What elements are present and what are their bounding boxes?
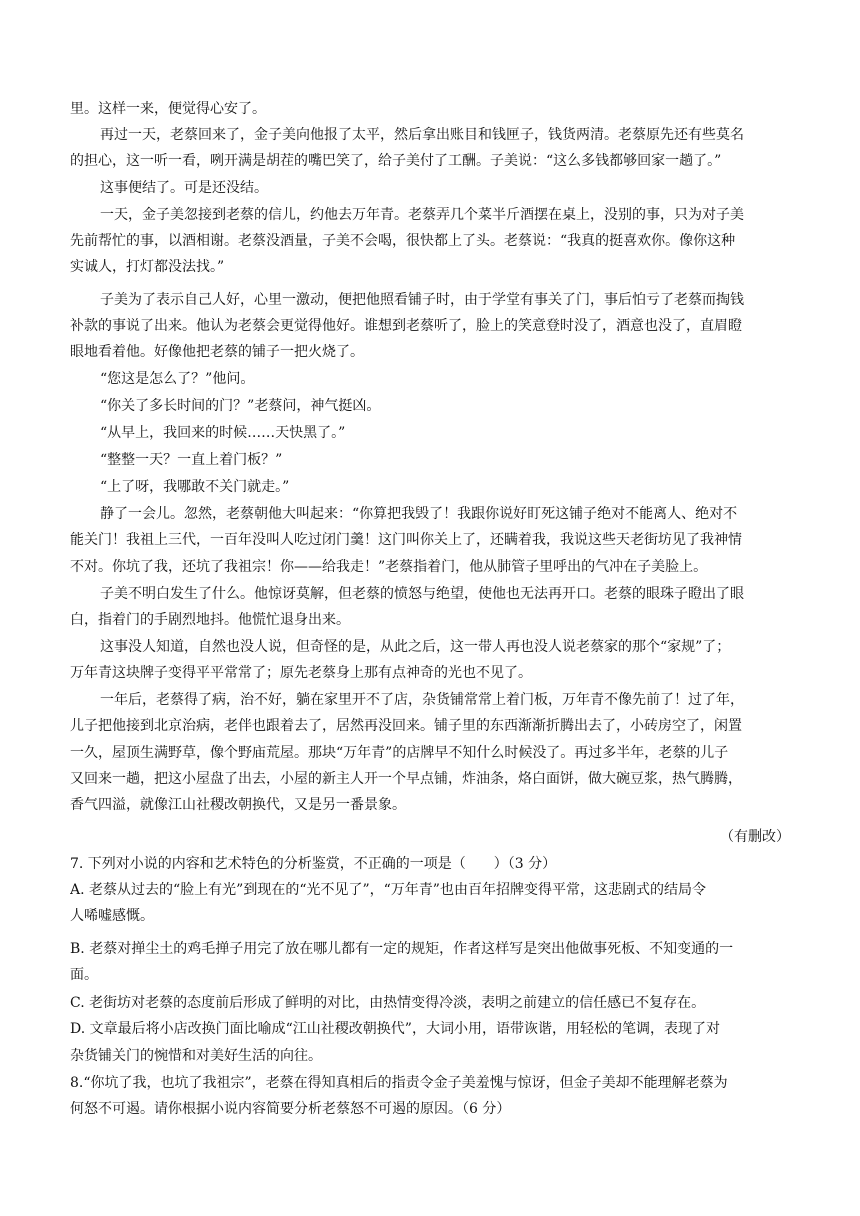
text-line: “上了呀，我哪敢不关门就走。” [100,479,290,495]
text-line: 人唏嘘感慨。 [70,908,154,924]
text-line: 里。这样一来，便觉得心安了。 [70,101,266,117]
text-line: 又回来一趟，把这小屋盘了出去，小屋的新主人开一个早点铺，炸油条，烙白面饼，做大碗豆浆，热气腾腾， [70,771,742,787]
text-line: C. 老街坊对老蔡的态度前后形成了鲜明的对比，由热情变得冷淡，表明之前建立的信任感已不复存在。 [70,995,706,1011]
text-line: 能关门！我祖上三代，一百年没叫人吃过闭门羹！这门叫你关上了，还瞒着我，我说这些天老街坊见了我神情 [70,532,742,548]
text-line: 何怒不可遏。请你根据小说内容简要分析老蔡怒不可遏的原因。（6 分） [70,1101,511,1117]
text-line: “整整一天？一直上着门板？” [100,452,283,468]
text-line: 8.“你坑了我，也坑了我祖宗”，老蔡在得知真相后的指责令金子美羞愧与惊讶，但金子美却不能理解老蔡为 [70,1075,728,1091]
text-line: 的担心，这一听一看，咧开满是胡茬的嘴巴笑了，给子美付了工酬。子美说：“这么多钱都够回家一趟了。” [70,153,722,169]
text-line: B. 老蔡对掸尘土的鸡毛掸子用完了放在哪儿都有一定的规矩，作者这样写是突出他做事死板、不知变通的一 [70,941,734,957]
text-line: A. 老蔡从过去的“脸上有光”到现在的“光不见了”，“万年青”也由百年招牌变得平常，这悲剧式的结局令 [70,882,706,898]
text-line: 7. 下列对小说的内容和艺术特色的分析鉴赏，不正确的一项是（ ）（3 分） [70,856,557,872]
text-line: 杂货铺关门的惋惜和对美好生活的向往。 [70,1048,322,1064]
text-line: D. 文章最后将小店改换门面比喻成“江山社稷改朝换代”，大词小用，语带诙谐，用轻松的笔调，表现了对 [70,1021,720,1037]
text-line: “从早上，我回来的时候……天快黑了。” [100,425,346,441]
text-line: 不对。你坑了我，还坑了我祖宗！你——给我走！”老蔡指着门，他从肺管子里呼出的气冲在子美脸上。 [70,559,708,575]
text-line: 先前帮忙的事，以酒相谢。老蔡没酒量，子美不会喝，很快都上了头。老蔡说：“我真的挺喜欢你。像你这种 [70,233,736,249]
text-line: “你关了多长时间的门？”老蔡问，神气挺凶。 [100,398,381,414]
text-line: 实诚人，打灯都没法找。” [70,259,225,275]
text-line: 一久，屋顶生满野草，像个野庙荒屋。那块“万年青”的店牌早不知什么时候没了。再过多半年，老蔡的儿子 [70,745,729,761]
text-line: 面。 [70,967,98,983]
text-line: 这事便结了。可是还没结。 [100,180,268,196]
text-line: 白，指着门的手剧烈地抖。他慌忙退身出来。 [70,612,350,628]
text-line: （有删改） [720,829,790,845]
text-line: 这事没人知道，自然也没人说，但奇怪的是，从此之后，这一带人再也没人说老蔡家的那个“家规”了； [100,639,731,655]
text-line: 子美为了表示自己人好，心里一激动，便把他照看铺子时，由于学堂有事关了门，事后怕亏了老蔡而掏钱 [100,292,744,308]
text-line: 香气四溢，就像江山社稷改朝换代，又是另一番景象。 [70,797,406,813]
text-line: 一天，金子美忽接到老蔡的信儿，约他去万年青。老蔡弄几个菜半斤酒摆在桌上，没别的事，只为对子美 [100,207,744,223]
text-line: 静了一会儿。忽然，老蔡朝他大叫起来：“你算把我毁了！我跟你说好盯死这铺子绝对不能离人、绝对不 [100,506,738,522]
text-line: 补款的事说了出来。他认为老蔡会更觉得他好。谁想到老蔡听了，脸上的笑意登时没了，酒意也没了，直眉瞪 [70,318,742,334]
text-line: 子美不明白发生了什么。他惊讶莫解，但老蔡的愤怒与绝望，使他也无法再开口。老蔡的眼珠子瞪出了眼 [100,586,744,602]
text-line: 儿子把他接到北京治病，老伴也跟着去了，居然再没回来。铺子里的东西渐渐折腾出去了，小砖房空了，闲置 [70,718,742,734]
text-line: “您这是怎么了？”他问。 [100,371,255,387]
text-line: 再过一天，老蔡回来了，金子美向他报了太平，然后拿出账目和钱匣子，钱货两清。老蔡原先还有些莫名 [100,127,744,143]
text-line: 眼地看着他。好像他把老蔡的铺子一把火烧了。 [70,344,364,360]
text-line: 万年青这块牌子变得平平常常了；原先老蔡身上那有点神奇的光也不见了。 [70,665,532,681]
text-line: 一年后，老蔡得了病，治不好，躺在家里开不了店，杂货铺常常上着门板，万年青不像先前了！过了年， [100,692,744,708]
